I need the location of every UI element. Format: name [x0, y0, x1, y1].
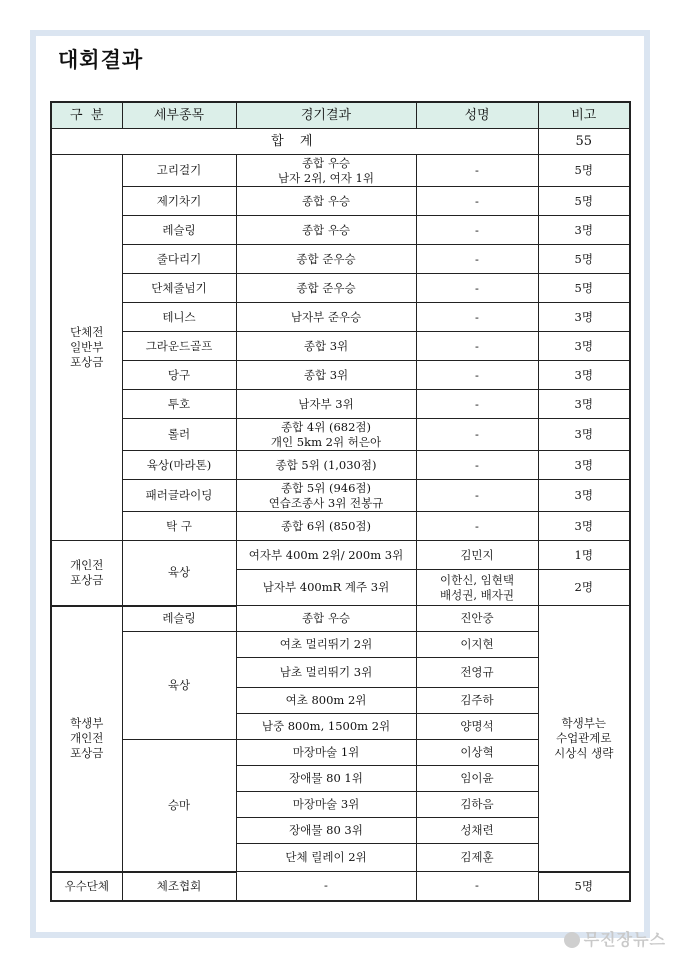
note-cell: 3명: [538, 419, 630, 451]
watermark-text: 무진장뉴스: [583, 930, 666, 949]
total-value: 55: [538, 129, 630, 155]
header-result: 경기결과: [236, 102, 416, 129]
event-cell: 체조협회: [122, 872, 236, 901]
name-cell: -: [416, 216, 538, 245]
result-cell: 종합 우승: [236, 606, 416, 632]
header-note: 비고: [538, 102, 630, 129]
event-cell: 투호: [122, 390, 236, 419]
result-cell: 마장마술 1위: [236, 740, 416, 766]
header-event: 세부종목: [122, 102, 236, 129]
table-row: [51, 419, 630, 451]
name-cell: -: [416, 512, 538, 541]
result-cell: 종합 5위 (1,030점): [236, 451, 416, 480]
group-label: 단체전 일반부 포상금: [51, 155, 122, 541]
header-row: [51, 102, 630, 129]
note-cell: 3명: [538, 451, 630, 480]
name-cell: -: [416, 390, 538, 419]
name-cell: 성채련: [416, 818, 538, 844]
note-cell: 5명: [538, 155, 630, 187]
table-row: [51, 274, 630, 303]
table-row: [51, 451, 630, 480]
result-cell: 단체 릴레이 2위: [236, 844, 416, 872]
result-cell: 여자부 400m 2위/ 200m 3위: [236, 541, 416, 570]
results-table: [50, 101, 631, 902]
name-cell: -: [416, 361, 538, 390]
table-row: [51, 541, 630, 570]
event-cell: 그라운드골프: [122, 332, 236, 361]
name-cell: -: [416, 419, 538, 451]
total-label: 합 계: [51, 129, 538, 155]
event-cell: 당구: [122, 361, 236, 390]
note-cell: 3명: [538, 216, 630, 245]
header-category: 구 분: [51, 102, 122, 129]
name-cell: 이지현: [416, 632, 538, 658]
name-cell: 김민지: [416, 541, 538, 570]
result-cell: 종합 5위 (946점) 연습조종사 3위 전봉규: [236, 480, 416, 512]
event-cell: 패러글라이딩: [122, 480, 236, 512]
event-cell: 고리걸기: [122, 155, 236, 187]
note-cell: 1명: [538, 541, 630, 570]
name-cell: -: [416, 480, 538, 512]
name-cell: 전영규: [416, 658, 538, 688]
name-cell: 김주하: [416, 688, 538, 714]
name-cell: -: [416, 274, 538, 303]
name-cell: 양명석: [416, 714, 538, 740]
note-cell: 5명: [538, 245, 630, 274]
watermark: [564, 927, 666, 950]
name-cell: -: [416, 155, 538, 187]
event-cell: 레슬링: [122, 606, 236, 632]
result-cell: 여초 멀리뛰기 2위: [236, 632, 416, 658]
table-row: [51, 390, 630, 419]
note-cell: 2명: [538, 570, 630, 606]
name-cell: -: [416, 187, 538, 216]
table-row: [51, 216, 630, 245]
student-note-cell: 학생부는 수업관계로 시상식 생략: [538, 606, 630, 872]
event-cell: 테니스: [122, 303, 236, 332]
result-cell: 장애물 80 3위: [236, 818, 416, 844]
event-cell: 탁 구: [122, 512, 236, 541]
event-cell: 육상: [122, 632, 236, 740]
result-cell: 남자부 준우승: [236, 303, 416, 332]
name-cell: -: [416, 245, 538, 274]
result-cell: 여초 800m 2위: [236, 688, 416, 714]
result-cell: 남자부 3위: [236, 390, 416, 419]
result-cell: 종합 준우승: [236, 274, 416, 303]
result-cell: 종합 3위: [236, 332, 416, 361]
table-row: [51, 303, 630, 332]
table-row: [51, 361, 630, 390]
name-cell: -: [416, 303, 538, 332]
result-cell: 남자부 400mR 계주 3위: [236, 570, 416, 606]
note-cell: 3명: [538, 361, 630, 390]
table-row: [51, 872, 630, 901]
table-row: [51, 512, 630, 541]
result-cell: 종합 우승: [236, 187, 416, 216]
event-cell: 레슬링: [122, 216, 236, 245]
group-label: 학생부 개인전 포상금: [51, 606, 122, 872]
result-cell: 종합 3위: [236, 361, 416, 390]
result-cell: 종합 6위 (850점): [236, 512, 416, 541]
note-cell: 3명: [538, 512, 630, 541]
total-row: [51, 129, 630, 155]
note-cell: 3명: [538, 480, 630, 512]
event-cell: 승마: [122, 740, 236, 872]
logo-icon: [564, 932, 580, 948]
table-row: [51, 155, 630, 187]
event-cell: 롤러: [122, 419, 236, 451]
event-cell: 단체줄넘기: [122, 274, 236, 303]
result-cell: 남초 멀리뛰기 3위: [236, 658, 416, 688]
note-cell: 3명: [538, 303, 630, 332]
header-name: 성명: [416, 102, 538, 129]
group-label: 개인전 포상금: [51, 541, 122, 606]
result-cell: 마장마술 3위: [236, 792, 416, 818]
table-row: [51, 606, 630, 632]
name-cell: -: [416, 451, 538, 480]
result-cell: 종합 4위 (682점) 개인 5km 2위 허은아: [236, 419, 416, 451]
result-cell: 종합 우승: [236, 216, 416, 245]
name-cell: -: [416, 872, 538, 901]
page-title: 대회결과: [58, 48, 144, 72]
name-cell: 이한신, 임현택 배성권, 배자권: [416, 570, 538, 606]
name-cell: -: [416, 332, 538, 361]
note-cell: 5명: [538, 872, 630, 901]
result-cell: 남중 800m, 1500m 2위: [236, 714, 416, 740]
table-row: [51, 332, 630, 361]
name-cell: 진안중: [416, 606, 538, 632]
name-cell: 임이윤: [416, 766, 538, 792]
group-label: 우수단체: [51, 872, 122, 901]
event-cell: 제기차기: [122, 187, 236, 216]
result-cell: 종합 우승 남자 2위, 여자 1위: [236, 155, 416, 187]
name-cell: 김하음: [416, 792, 538, 818]
table-row: [51, 480, 630, 512]
result-cell: -: [236, 872, 416, 901]
event-cell: 줄다리기: [122, 245, 236, 274]
name-cell: 이상혁: [416, 740, 538, 766]
event-cell: 육상: [122, 541, 236, 606]
result-cell: 장애물 80 1위: [236, 766, 416, 792]
event-cell: 육상(마라톤): [122, 451, 236, 480]
note-cell: 5명: [538, 274, 630, 303]
table-row: [51, 245, 630, 274]
name-cell: 김제훈: [416, 844, 538, 872]
note-cell: 3명: [538, 390, 630, 419]
note-cell: 5명: [538, 187, 630, 216]
table-row: [51, 187, 630, 216]
note-cell: 3명: [538, 332, 630, 361]
result-cell: 종합 준우승: [236, 245, 416, 274]
